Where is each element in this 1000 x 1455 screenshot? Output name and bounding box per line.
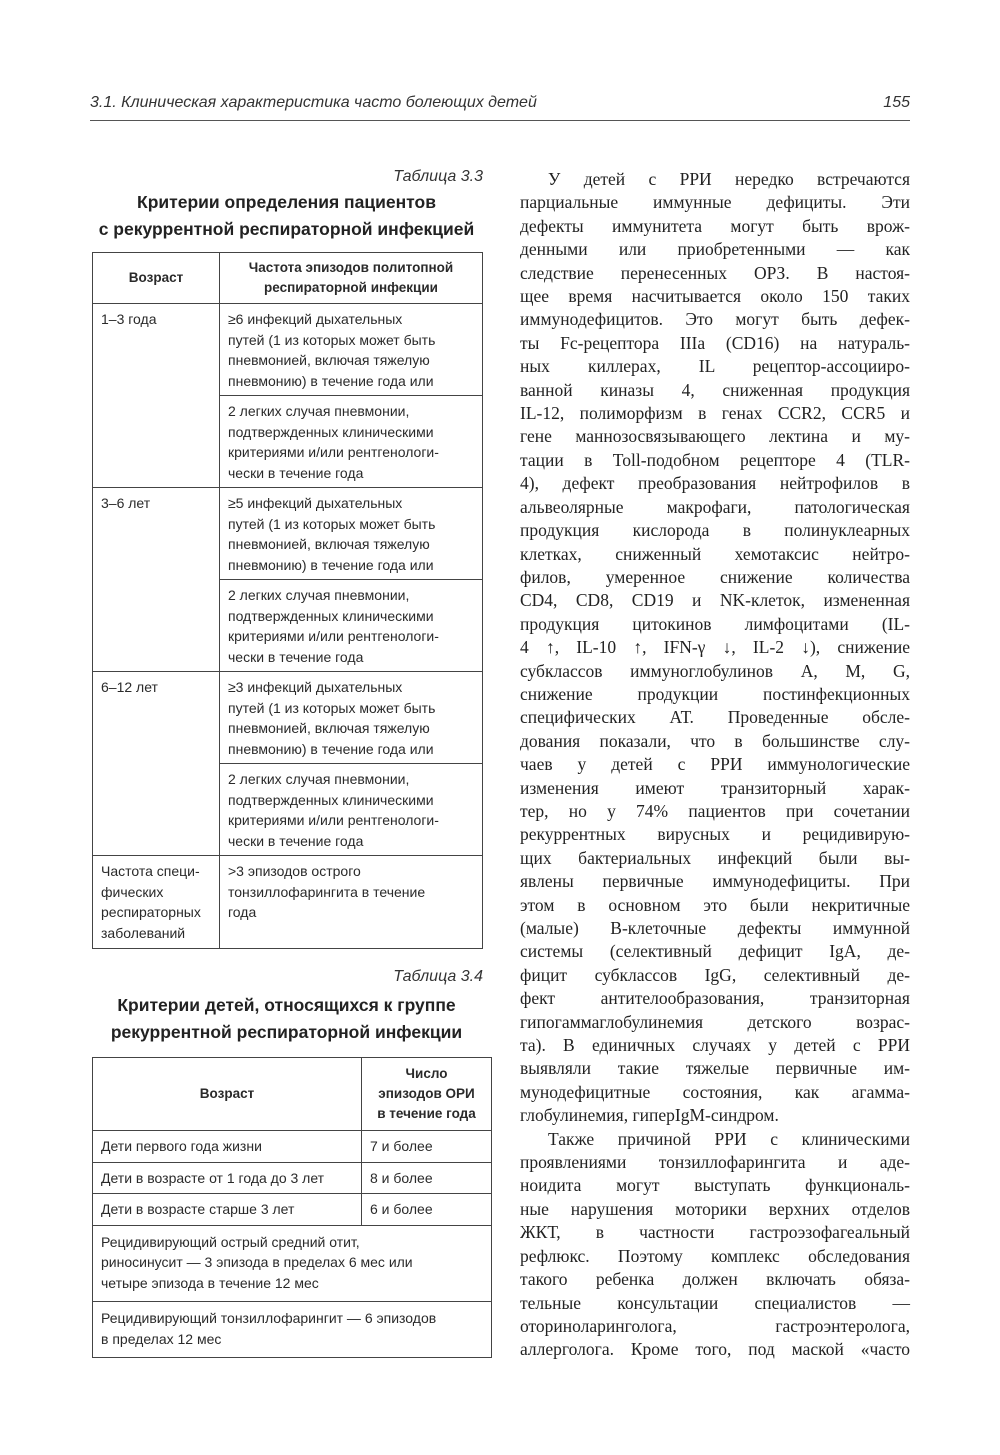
- table-3-4: [92, 1057, 492, 1358]
- table-row: [93, 1162, 492, 1194]
- text-line: тонзиллофарингита в течение: [228, 883, 426, 900]
- table-row: [93, 672, 483, 764]
- text-line: респираторной инфекции: [264, 280, 438, 295]
- text-line: чески в течение года: [228, 464, 364, 481]
- table-row: [93, 1194, 492, 1226]
- paragraph-line: ноидита могут выступать функциональ-: [520, 1175, 910, 1196]
- table-row: [93, 488, 483, 580]
- paragraph-line: Также причиной РРИ с клиническими: [548, 1128, 910, 1149]
- paragraph-line: денными или приобретенными — как: [520, 239, 910, 260]
- text-line: года: [228, 904, 257, 920]
- paragraph-line: аллерголога. Кроме того, под маской «часто: [520, 1339, 910, 1360]
- paragraph-line: У детей с РРИ нередко встречаются: [548, 169, 910, 189]
- page-number: 155: [883, 94, 910, 111]
- text-line: ≥3 инфекций дыхательных: [228, 679, 403, 695]
- text-line: респираторных: [101, 904, 201, 920]
- text-line: в пределах 12 мес: [101, 1330, 222, 1347]
- table-3-3-title: [90, 189, 483, 243]
- age-cell: Дети первого года жизни: [93, 1131, 362, 1163]
- paragraph-line: дования показали, что в большинстве слу-: [520, 730, 910, 751]
- paragraph-line: мунодефицитные состояния, как агамма-: [520, 1081, 910, 1102]
- text-line: 1–3 года: [101, 311, 157, 327]
- text-line: Возраст: [199, 1086, 255, 1101]
- title-line: Критерии определения пациентов: [137, 192, 436, 212]
- paragraph-line: рекуррентных вирусных и рецидивирую-: [520, 824, 910, 845]
- text-line: фических: [101, 883, 164, 900]
- paragraph-line: этом в основном это были некритичные: [520, 894, 910, 915]
- paragraph-line: тации в Toll-подобном рецепторе 4 (TLR-: [520, 449, 910, 470]
- paragraph-line: фект антителообразования, транзиторная: [520, 988, 910, 1009]
- paragraph-line: выявляли такие тяжелые первичные им-: [520, 1058, 910, 1079]
- criteria-cell: [220, 856, 483, 949]
- age-cell: [93, 304, 220, 488]
- text-line: в течение года: [377, 1106, 476, 1121]
- text-line: путей (1 из которых может быть: [228, 515, 436, 532]
- text-line: четыре эпизода в течение 12 мес: [101, 1274, 319, 1291]
- paragraph-line: щее время насчитывается около 150 таких: [520, 286, 910, 307]
- text-line: ≥6 инфекций дыхательных: [228, 311, 403, 327]
- text-line: пневмонию) в течение года или: [228, 740, 434, 757]
- text-line: путей (1 из которых может быть: [228, 699, 436, 716]
- text-line: ≥5 инфекций дыхательных: [228, 495, 403, 511]
- text-line: Возраст: [128, 270, 184, 285]
- paragraph-line: ные нарушения моторики верхних отделов: [520, 1198, 910, 1219]
- text-line: подтвержденных клиническими: [228, 423, 434, 440]
- paragraph-line: оториноларинголога, гастроэнтеролога,: [520, 1315, 910, 1336]
- paragraph-line: изменения имеют транзиторный харак-: [520, 777, 910, 798]
- header-age: [93, 1058, 362, 1131]
- text-line: 6–12 лет: [101, 679, 158, 695]
- title-line: Критерии детей, относящихся к группе: [117, 995, 456, 1015]
- header-age: [93, 253, 220, 304]
- text-line: чески в течение года: [228, 832, 364, 849]
- criteria-cell: [220, 764, 483, 856]
- criteria-cell: [220, 488, 483, 580]
- paragraph-line: дефекты иммунитета могут быть врож-: [520, 215, 910, 236]
- running-header: [90, 94, 910, 121]
- text-line: эпизодов ОРИ: [378, 1086, 475, 1101]
- title-line: рекуррентной респираторной инфекции: [110, 1022, 463, 1042]
- paragraph-line: следствие перенесенных ОРЗ. В настоя-: [520, 262, 910, 283]
- paragraph-line: такого ребенка должен включать обяза-: [520, 1269, 910, 1290]
- paragraph-line: парциальные иммунные дефициты. Эти: [520, 192, 910, 213]
- text-line: >3 эпизодов острого: [228, 863, 361, 879]
- criteria-cell: [220, 304, 483, 396]
- text-line: заболеваний: [101, 924, 186, 941]
- text-line: Рецидивирующий тонзиллофарингит — 6 эпизодов: [101, 1310, 437, 1326]
- text-line: пневмонию) в течение года или: [228, 372, 434, 389]
- text-line: чески в течение года: [228, 648, 364, 665]
- paragraph-line: клетках, сниженный хемотаксис нейтро-: [520, 543, 910, 564]
- paragraph-line: щих бактериальных инфекций были вы-: [520, 847, 910, 868]
- text-line: пневмонией, включая тяжелую: [228, 352, 430, 368]
- paragraph-line: ты Fc-рецептора IIIa (CD16) на натураль-: [520, 332, 910, 353]
- table-row: [93, 1302, 492, 1358]
- paragraph-line: фицит субклассов IgG, селективный де-: [520, 964, 910, 985]
- paragraph-line: альвеолярные макрофаги, патологическая: [520, 496, 910, 517]
- text-line: путей (1 из которых может быть: [228, 331, 436, 348]
- table-3-4-caption: Таблица 3.4: [393, 968, 483, 985]
- text-line: Частота специ-: [101, 863, 200, 879]
- header-episodes: [362, 1058, 492, 1131]
- criteria-cell: [220, 396, 483, 488]
- paragraph-line: чаев у детей с РРИ иммунологические: [520, 754, 910, 775]
- age-cell: [93, 856, 220, 949]
- age-cell: [93, 488, 220, 672]
- text-line: пневмонией, включая тяжелую: [228, 720, 430, 736]
- header-frequency: [220, 253, 483, 304]
- table-3-3: [92, 252, 483, 949]
- text-line: подтвержденных клиническими: [228, 607, 434, 624]
- text-line: пневмонию) в течение года или: [228, 556, 434, 573]
- paragraph-line: снижение продукции постинфекционных: [520, 683, 910, 704]
- paragraph-line: тер, но у 74% пациентов при сочетании: [520, 800, 910, 821]
- text-line: пневмонией, включая тяжелую: [228, 536, 430, 552]
- text-line: риносинусит — 3 эпизода в пределах 6 мес или: [101, 1254, 413, 1270]
- text-line: Число: [405, 1066, 448, 1081]
- table-row: [93, 1131, 492, 1163]
- paragraph-line: системы (селективный дефицит IgA, де-: [520, 941, 910, 962]
- paragraph-line: та). В единичных случаях у детей с РРИ: [520, 1035, 910, 1056]
- text-line: Частота эпизодов политопной: [248, 260, 454, 275]
- criteria-cell: [220, 580, 483, 672]
- title-line: с рекуррентной респираторной инфекцией: [98, 219, 475, 239]
- text-line: критериями и/или рентгенологи-: [228, 812, 439, 828]
- text-line: подтвержденных клиническими: [228, 791, 434, 808]
- paragraph-line: проявлениями тонзиллофарингита и аде-: [520, 1152, 910, 1173]
- paragraph-line: ванной киназы 4, сниженная продукция: [520, 379, 910, 400]
- paragraph-line: тельные консультации специалистов —: [520, 1292, 910, 1313]
- age-cell: Дети в возрасте старше 3 лет: [93, 1194, 362, 1226]
- paragraph-line: гене маннозосвязывающего лектина и му-: [520, 426, 910, 447]
- episodes-cell: 7 и более: [362, 1131, 492, 1163]
- body-text: [520, 168, 910, 1362]
- episodes-cell: 6 и более: [362, 1194, 492, 1226]
- paragraph-line: продукция кислорода в полинуклеарных: [520, 520, 910, 541]
- text-line: 2 легких случая пневмонии,: [228, 587, 410, 603]
- paragraph-line: 4), дефект преобразования нейтрофилов в: [520, 473, 910, 494]
- paragraph-line: ных киллерах, IL рецептор-ассоцииро-: [520, 356, 910, 377]
- table-3-3-caption: Таблица 3.3: [393, 168, 483, 185]
- paragraph-line: ЖКТ, в частности гастроэзофагеальный: [520, 1222, 910, 1243]
- text-line: 2 легких случая пневмонии,: [228, 403, 410, 419]
- paragraph-line: субклассов иммуноглобулинов A, M, G,: [520, 660, 910, 681]
- paragraph-line: глобулинемия, гиперIgM-синдром.: [520, 1105, 779, 1126]
- header-row: [93, 253, 483, 304]
- text-line: 2 легких случая пневмонии,: [228, 771, 410, 787]
- paragraph-line: IL-12, полиморфизм в генах CCR2, CCR5 и: [520, 403, 910, 424]
- text-line: критериями и/или рентгенологи-: [228, 628, 439, 644]
- age-cell: [93, 672, 220, 856]
- paragraph-line: рефлюкс. Поэтому комплекс обследования: [520, 1245, 910, 1266]
- text-line: Рецидивирующий острый средний отит,: [101, 1233, 360, 1250]
- table-row: [93, 856, 483, 949]
- criteria-cell: [220, 672, 483, 764]
- paragraph-line: специфических АТ. Проведенные обсле-: [520, 707, 910, 728]
- paragraph-line: филов, умеренное снижение количества: [520, 566, 910, 587]
- age-cell: Дети в возрасте от 1 года до 3 лет: [93, 1162, 362, 1194]
- paragraph-line: явлены первичные иммунодефициты. При: [520, 871, 910, 892]
- episodes-cell: 8 и более: [362, 1162, 492, 1194]
- paragraph-line: (малые) B-клеточные дефекты иммунной: [520, 918, 910, 938]
- text-line: 3–6 лет: [101, 495, 151, 511]
- table-row: [93, 1225, 492, 1302]
- table-row: [93, 304, 483, 396]
- paragraph-line: иммунодефицитов. Это могут быть дефек-: [520, 309, 910, 330]
- table-3-4-title: [90, 992, 483, 1046]
- paragraph-line: 4 ↑, IL-10 ↑, IFN-γ ↓, IL-2 ↓), снижение: [520, 637, 910, 658]
- text-line: критериями и/или рентгенологи-: [228, 444, 439, 460]
- paragraph-line: продукция цитокинов лимфоцитами (IL-: [520, 613, 910, 634]
- running-title: 3.1. Клиническая характеристика часто болеющих детей: [90, 94, 537, 111]
- paragraph-line: CD4, CD8, CD19 и NK-клеток, измененная: [520, 590, 910, 611]
- merged-cell: [93, 1302, 492, 1358]
- paragraph-line: гипогаммаглобулинемия детского возрас-: [520, 1011, 910, 1032]
- header-row: [93, 1058, 492, 1131]
- merged-cell: [93, 1225, 492, 1302]
